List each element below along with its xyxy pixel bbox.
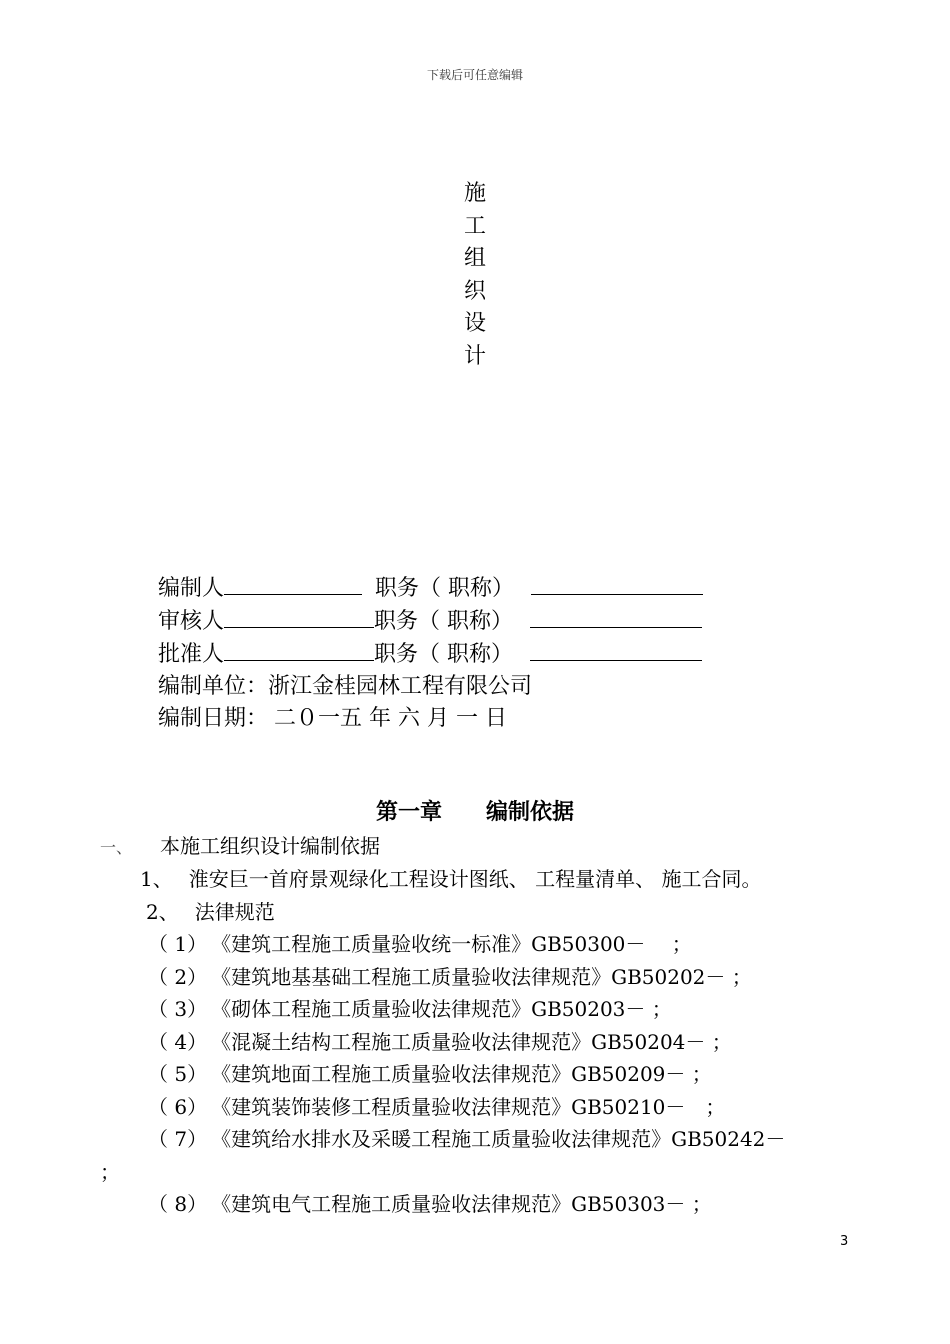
- title-char: 计: [463, 343, 487, 369]
- signature-row-reviewer: [158, 605, 702, 638]
- document-title: [464, 178, 486, 373]
- page-number: 3: [840, 1234, 849, 1249]
- standard-text: 《建筑给水排水及采暖工程施工质量验收法律规范》GB50242－: [221, 1127, 786, 1151]
- section-title: 本施工组织设计编制依据: [160, 834, 381, 858]
- signature-row-approver: [158, 638, 702, 671]
- chapter-title: 第一章 编制依据: [375, 800, 574, 825]
- standard-item: [148, 961, 752, 990]
- standard-num: （ 5）: [148, 1062, 208, 1086]
- standard-num: （ 6）: [148, 1095, 208, 1119]
- standard-text: 《建筑装饰装修工程质量验收法律规范》GB50210－ ；: [221, 1095, 726, 1119]
- title-char: 织: [463, 278, 487, 304]
- standard-num: （ 2）: [148, 965, 208, 989]
- signature-label: 审核人: [158, 609, 225, 634]
- standard-text: 《建筑电气工程施工质量验收法律规范》GB50303－ ；: [221, 1192, 712, 1216]
- title-char: 工: [463, 213, 487, 239]
- page-header: 下载后可任意编辑: [426, 68, 523, 82]
- title-char: 施: [463, 181, 487, 206]
- standard-text: 《建筑地面工程施工质量验收法律规范》GB50209－ ；: [221, 1062, 712, 1086]
- standard-num: （ 3）: [148, 997, 208, 1021]
- signature-blank: [224, 572, 362, 595]
- standard-item: [148, 1091, 725, 1120]
- signature-blank: [224, 605, 374, 628]
- title-char: 组: [463, 246, 487, 271]
- standard-num: （ 1）: [148, 932, 208, 956]
- standard-text: 《砌体工程施工质量验收法律规范》GB50203－ ；: [221, 997, 672, 1021]
- item-text: 法律规范: [194, 900, 275, 924]
- position-blank: [530, 638, 702, 661]
- standard-num: （ 4）: [148, 1030, 208, 1054]
- standard-item: [148, 1188, 712, 1217]
- item-marker: 1、: [140, 867, 173, 891]
- standard-num: （ 7）: [148, 1127, 208, 1151]
- date-value: 二０一五 年 六 月 一 日: [274, 706, 507, 731]
- compiling-date: [158, 703, 507, 735]
- standard-text: 《建筑工程施工质量验收统一标准》GB50300－ ；: [221, 932, 692, 956]
- list-item: [140, 863, 761, 892]
- date-label: 编制日期：: [158, 706, 269, 731]
- section-marker: 一、: [100, 838, 133, 857]
- item-text: 淮安巨一首府景观绿化工程设计图纸、 工程量清单、 施工合同。: [188, 867, 762, 891]
- standard-text: 《混凝土结构工程施工质量验收法律规范》GB50204－ ；: [221, 1030, 732, 1054]
- standard-item: [148, 1026, 732, 1055]
- standard-text: 《建筑地基基础工程施工质量验收法律规范》GB50202－ ；: [221, 965, 752, 989]
- org-label: 编制单位：: [158, 674, 269, 699]
- standard-num: （ 8）: [148, 1192, 208, 1216]
- standard-item: [148, 993, 672, 1022]
- standard-item: [148, 1058, 712, 1087]
- title-char: 设: [463, 311, 487, 336]
- item-marker: 2、: [146, 900, 179, 924]
- standard-item: [148, 1123, 785, 1152]
- position-label: 职务（ 职称）: [374, 642, 514, 667]
- list-item: [146, 896, 275, 925]
- position-label: 职务（ 职称）: [375, 576, 515, 601]
- signature-row-compiler: [158, 572, 703, 605]
- standard-item: [148, 928, 692, 957]
- signature-blank: [224, 638, 374, 661]
- wrap-continuation: ；: [100, 1160, 120, 1184]
- position-label: 职务（ 职称）: [374, 609, 514, 634]
- org-value: 浙江金桂园林工程有限公司: [268, 674, 533, 699]
- signature-label: 批准人: [158, 642, 225, 667]
- position-blank: [531, 572, 703, 595]
- section-heading: [100, 830, 380, 859]
- position-blank: [530, 605, 702, 628]
- compiling-unit: [158, 671, 532, 703]
- signature-label: 编制人: [158, 576, 225, 601]
